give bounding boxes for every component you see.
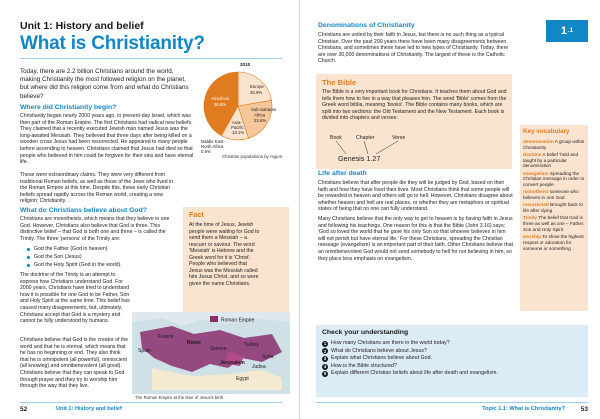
section-text-origins: Christianity began nearly 2000 years ago, in present-day Israel, which was then part of the Roman Empire. The first Christians had radical new beliefs. They claimed that a recently executed Jewish man named Jesus was the long-awaited Messiah. They believed that three days after being killed on a wooden cross Jesus had been resurrected. He appeared to many people before ascending to heaven. Christians claimed that Jesus had died so that people who believed in him could be forgiven for their sins and have eternal life. (20, 113, 194, 166)
page-spine (299, 0, 300, 419)
page-number-left: 52 (20, 406, 28, 413)
bible-text: The Bible is a very important book for Christians. It teaches them about God and tells them how to live in a way that pleases him. The word 'Bible' comes from the Greek word biblia, meaning 'books'. The Bible contains many books, which are split into two sections: the Old Testament and the New Testament. Each book is divided into chapters and verses: (322, 89, 507, 122)
map-label-greece: Greece (210, 346, 227, 352)
pie-label-asia-2: Pacific (231, 125, 244, 130)
check-list (322, 340, 584, 378)
vocab-term: evangelism (523, 170, 549, 176)
map-legend: Roman Empire (221, 317, 255, 324)
trinity-item: God the Father (God in heaven) (27, 245, 177, 253)
section-text-trinity: The doctrine of the Trinity is an attempt to express how Christians understand God. For 2000 years, Christians have tried to understand how it is possible for one God to be Father, Son and Holy Spirit at the same time. This belief has caused many disagreements, but, ultimately, Christians accept that God is a mystery and cannot be fully understood by humans. (20, 272, 130, 325)
pie-label-africa-2: Africa (254, 112, 265, 118)
intro-text: Today, there are 2.2 billion Christians around the world, making Christianity the most followed religion on the planet, but where did this religion come from and what do Christians believe? (20, 68, 189, 100)
reference-example: Genesis 1.27 (338, 154, 381, 163)
vocab-item (523, 215, 586, 232)
vocab-item (523, 139, 586, 150)
check-item (322, 340, 584, 348)
key-vocabulary-box (520, 125, 588, 311)
fact-text: At the time of Jesus, Jewish people were waiting for God to send them a Messiah – a rescuer or saviour. The word 'Messiah' is Hebrew and the Greek word for it is 'Christ'. People who believed that Jesus was the Messiah called him Jesus Christ, and so were given the name Christians. (189, 222, 260, 287)
bible-box (316, 74, 512, 169)
section-text-creator: Christians believe that God is the creator of the world and that he is eternal, which means that he has no beginning or end. They also think that he is omnipotent (all powerful), omniscient (all knowing) and omnibenevolent (all good). Christians believe that they can speak to God through prayer and they try to worship him through the way that they live. (20, 337, 129, 390)
afterlife-para-2: Many Christians believe that the only way to get to heaven is by having faith in Jesus and following his teachings. One reason for this is that the Bible (John 3.16) says: 'God so loved the world that he gave his only Son so that whoever believes in him will not perish but have eternal life.' For these Christians, spreading the Christian message (evangelism) is an important part of their faith. Other Christians believe that an omnibenevolent God would not send somebody to hell for not believing in him, so they place less emphasis on evangelism. (318, 215, 513, 262)
vocab-def: Brought back to life after dying (523, 202, 583, 214)
afterlife-heading: Life after death (318, 170, 367, 177)
page-title: What is Christianity? (20, 33, 205, 54)
pie-label-africa-1: Sub-Saharan (251, 107, 277, 112)
check-understanding-box (316, 325, 588, 397)
check-question: Explain what Christians believe about God. (331, 355, 432, 362)
roman-empire-map (132, 312, 290, 394)
unit-label: Unit 1: History and belief (20, 20, 144, 32)
section-heading-god: What do Christians believe about God? (20, 207, 147, 214)
vocab-def: Spreading the Christian message in order to convert people (523, 170, 585, 188)
vocab-def: To show the highest respect or adoration for someone or something (523, 234, 584, 251)
pie-label-europe: Europe (250, 84, 264, 89)
fact-box (183, 207, 289, 314)
vocab-item (523, 202, 586, 213)
map-label-france: France (158, 334, 174, 340)
fact-title: Fact (189, 210, 204, 219)
pie-label-americas: American (211, 96, 230, 101)
ref-label-verse: Verse (392, 135, 406, 141)
check-question: What do Christians believe about Jesus? (331, 347, 427, 354)
ref-label-chapter: Chapter (356, 135, 375, 141)
vocab-def: The belief that God is three as well as one – Father, Son and Holy Spirit (523, 215, 585, 232)
vocab-term: monotheist (523, 189, 549, 195)
trinity-list (27, 245, 177, 269)
check-item (322, 370, 584, 378)
ref-label-book: Book (330, 135, 342, 141)
vocab-term: resurrected (523, 202, 549, 208)
vocab-item (523, 171, 586, 188)
trinity-item: God the Son (Jesus) (27, 253, 177, 261)
map-svg (132, 312, 290, 394)
check-question: How many Christians are there in the world today? (331, 340, 450, 346)
pie-year: 2010 (240, 62, 251, 67)
pie-value-mna: 0.6% (201, 149, 211, 155)
question-number-icon: 1 (323, 341, 327, 346)
check-understanding-heading: Check your understanding (322, 329, 409, 336)
section-text-origins-2: These were extraordinary claims. They were very different from traditional Roman beliefs, as well as those of the Jews who lived in the Roman Empire at this time. Despite this, these early Christian beliefs spread rapidly across the Roman world, creating a new religion: Christianity. (20, 172, 174, 205)
check-item (322, 363, 584, 371)
check-item (322, 348, 584, 356)
pie-slice-europe (238, 72, 272, 106)
footer-divider-left (20, 402, 282, 403)
vocab-term: Trinity (523, 215, 538, 221)
vocab-term: denomination (523, 139, 554, 144)
vocab-def: someone who believes in one God (523, 189, 579, 201)
map-label-jerusalem: Jerusalem (220, 360, 245, 366)
map-legend-swatch (210, 316, 218, 322)
pie-label-asia-1: Asia- (232, 120, 242, 125)
pie-label-mna-line1: Middle East- (201, 139, 225, 144)
page-number-right: 53 (580, 406, 588, 413)
section-heading-origins: Where did Christianity begin? (20, 104, 117, 111)
map-label-rome: Rome (187, 340, 201, 346)
footer-topic-title: Topic 1.1: What is Christianity? (482, 406, 565, 412)
denominations-heading: Denominations of Christianity (318, 22, 415, 29)
pie-label-mna-line2: North Africa (201, 144, 224, 150)
map-label-syria: Syria (262, 354, 274, 360)
question-number-icon: 3 (323, 356, 327, 362)
map-label-spain: Spain (138, 348, 151, 354)
check-question: How is the Bible structured? (331, 362, 397, 369)
key-vocabulary-heading: Key vocabulary (523, 128, 570, 135)
title-divider (20, 58, 282, 59)
vocab-item (523, 189, 586, 200)
map-label-judea: Judea (252, 364, 266, 370)
vocab-def: A group within Christianity (523, 139, 585, 150)
question-number-icon: 2 (323, 348, 327, 354)
pie-value-asia: 13.1% (232, 130, 245, 135)
vocab-item (523, 152, 586, 169)
check-item (322, 355, 584, 363)
vocabulary-list (523, 139, 586, 253)
denominations-text: Christians are united by their faith in Jesus, but there is no such thing as a typical Christian. Over the past 200 years there have been many disagreements between Christians, and sometimes these have led to new types of Christianity. Today, there are over 30,000 denominations of Christianity. The largest of these is the Catholic Church. (318, 32, 509, 65)
pie-value-americas: 36.8% (214, 102, 227, 107)
topic-badge (546, 20, 588, 42)
pie-caption: Christian populations by region. (222, 154, 284, 159)
trinity-item: God the Holy Spirit (God in the world). (27, 261, 177, 269)
pie-label-middle-east (201, 139, 231, 155)
map-label-egypt: Egypt (236, 376, 249, 382)
map-caption: The Roman Empire at the time of Jesus's birth. (135, 395, 225, 400)
pie-chart-svg (192, 68, 284, 148)
bible-heading: The Bible (322, 78, 357, 87)
afterlife-para-1: Christians believe that after people die they will be judged by God, based on their faith and how they have lived their lives. Most Christians think that some people will be rewarded in heaven and others will go to hell. However, Christians disagree about whether heaven and hell are real places, or whether they are metaphors or spiritual states of being that no one can fully understand. (318, 180, 513, 213)
question-number-icon: 4 (323, 363, 327, 369)
vocab-def: A belief 'held and taught by a particular denomination (523, 152, 579, 169)
check-question: Explain different Christian beliefs about life after death and evangelism. (331, 370, 498, 377)
vocab-item (523, 234, 586, 251)
map-label-turkey: Turkey (244, 342, 260, 348)
topic-badge-number: 1 (560, 25, 568, 37)
question-number-icon: 5 (323, 371, 327, 377)
footer-unit-title: Unit 1: History and belief (56, 406, 122, 412)
vocab-term: worship (523, 234, 541, 240)
vocab-term: doctrine (523, 152, 542, 157)
pie-value-africa: 23.6% (254, 118, 267, 123)
afterlife-text (318, 180, 514, 262)
pie-value-europe: 25.9% (250, 90, 263, 95)
section-text-god: Christians are monotheists, which means that they believe in one God. However, Christians also believe that God is three. This distinctive belief – that God is both one and three – is called the Trinity. The three 'persons' of the Trinity are: (20, 216, 170, 242)
footer-divider-right (316, 402, 588, 403)
topic-badge-sub: .1 (568, 28, 574, 34)
